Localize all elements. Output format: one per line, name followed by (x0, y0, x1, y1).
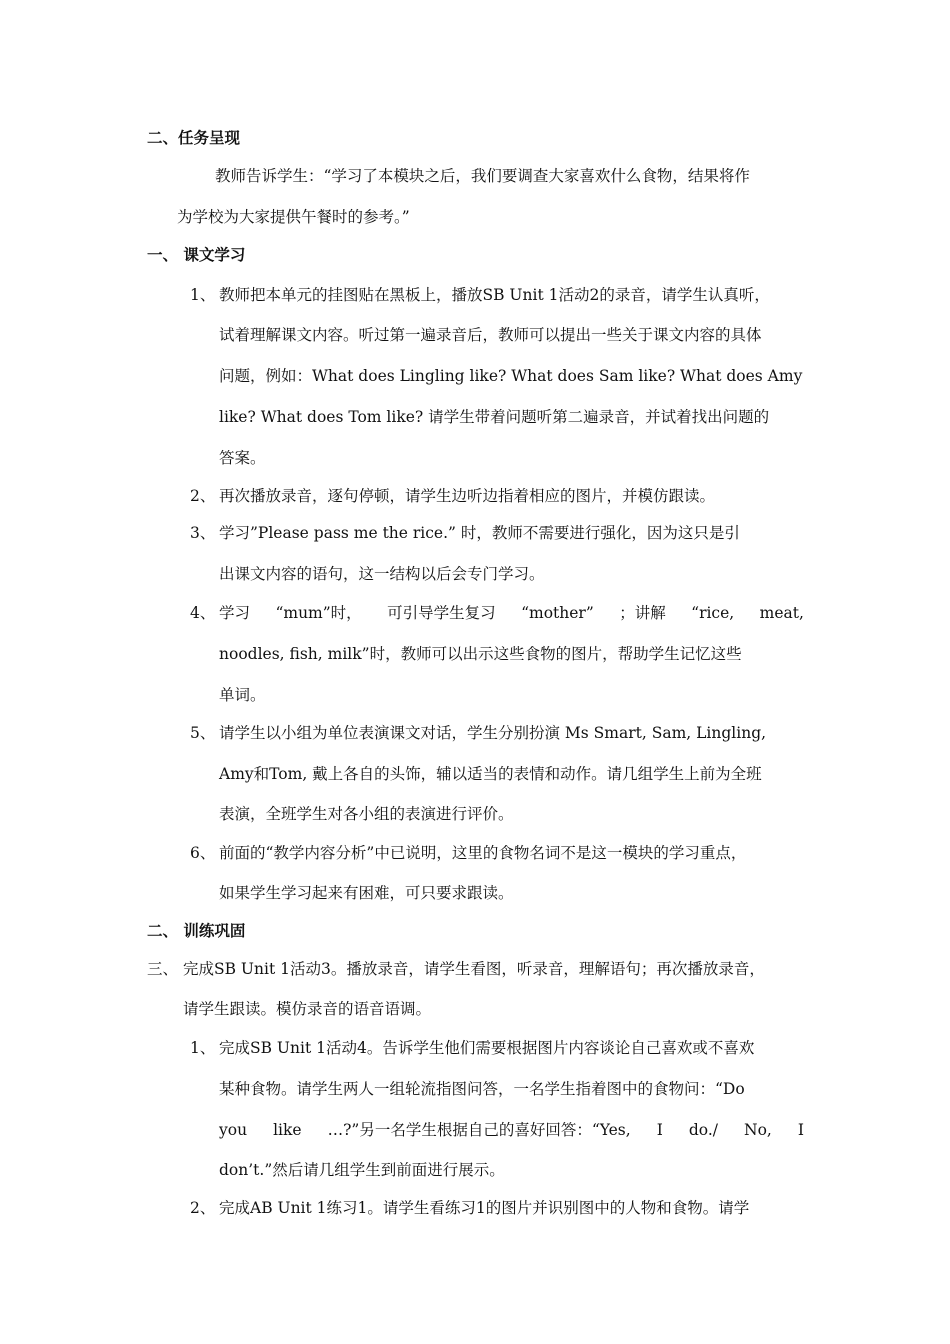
paragraph-line: 为学校为大家提供午餐时的参考。” (177, 208, 410, 226)
word: I (656, 1121, 663, 1139)
list-item-marker: 2、 (190, 1199, 216, 1217)
list-item-line: 表演，全班学生对各小组的表演进行评价。 (219, 805, 514, 823)
list-item-marker: 3、 (190, 524, 216, 542)
word: 可引导学生复习 (387, 604, 496, 622)
list-item-marker: 5、 (190, 724, 216, 742)
list-item-line: 某种食物。请学生两人一组轮流指图问答，一名学生指着图中的食物问：“Do (219, 1080, 745, 1098)
list-item-line: 再次播放录音，逐句停顿，请学生边听边指着相应的图片，并模仿跟读。 (219, 487, 716, 505)
word: 学习 (219, 604, 251, 622)
list-item-line: 试着理解课文内容。听过第一遍录音后，教师可以提出一些关于课文内容的具体 (219, 326, 762, 344)
list-item-line: 单词。 (219, 686, 266, 704)
list-item-line: 教师把本单元的挂图贴在黑板上，播放SB Unit 1活动2的录音，请学生认真听， (219, 286, 770, 304)
list-item-line: 答案。 (219, 449, 266, 467)
list-item-marker: 6、 (190, 844, 216, 862)
section-heading-lesson: 一、 课文学习 (147, 246, 246, 264)
word: like (273, 1121, 302, 1139)
word: …?”另一名学生根据自己的喜好回答：“Yes, (327, 1121, 631, 1139)
word: I (797, 1121, 804, 1139)
word: “rice, (691, 604, 735, 622)
list-item-line: 如果学生学习起来有困难，可只要求跟读。 (219, 884, 514, 902)
word: do./ (688, 1121, 718, 1139)
list-item-line-justified (219, 1119, 804, 1141)
list-item-line: 前面的“教学内容分析”中已说明，这里的食物名词不是这一模块的学习重点， (219, 844, 747, 862)
list-item-marker: 4、 (190, 604, 216, 622)
section-heading-practice: 二、 训练巩固 (147, 922, 246, 940)
section-heading-task: 二、任务呈现 (147, 129, 241, 147)
word: “mum”时， (275, 604, 362, 622)
list-item-line: 完成AB Unit 1练习1。请学生看练习1的图片并识别图中的人物和食物。请学 (219, 1199, 750, 1217)
word: meat, (759, 604, 804, 622)
list-item-line: don’t.”然后请几组学生到前面进行展示。 (219, 1161, 505, 1179)
list-item-marker: 1、 (190, 1039, 216, 1057)
list-item-line: 完成SB Unit 1活动4。告诉学生他们需要根据图片内容谈论自己喜欢或不喜欢 (219, 1039, 755, 1057)
list-item-line: 学习”Please pass me the rice.” 时，教师不需要进行强化，因为这只是引 (219, 524, 740, 542)
list-item-line: like? What does Tom like? 请学生带着问题听第二遍录音，并试着找出问题的 (219, 408, 770, 426)
list-item-line: 请学生以小组为单位表演课文对话，学生分别扮演 Ms Smart, Sam, Lingling, (219, 724, 767, 742)
list-item-marker: 三、 (147, 960, 179, 978)
word: “mother” (521, 604, 594, 622)
list-item-line: 问题，例如：What does Lingling like? What does Sam like? What does Amy (219, 367, 803, 385)
word: No, (744, 1121, 772, 1139)
list-item-marker: 2、 (190, 487, 216, 505)
list-item-line: noodles, fish, milk”时，教师可以出示这些食物的图片，帮助学生记忆这些 (219, 645, 742, 663)
paragraph-line: 教师告诉学生：“学习了本模块之后，我们要调查大家喜欢什么食物，结果将作 (215, 167, 750, 185)
list-item-line: Amy和Tom, 戴上各自的头饰，辅以适当的表情和动作。请几组学生上前为全班 (219, 765, 762, 783)
list-item-line: 完成SB Unit 1活动3。播放录音，请学生看图，听录音，理解语句；再次播放录音， (183, 960, 765, 978)
word: ；讲解 (619, 604, 666, 622)
list-item-line: 出课文内容的语句，这一结构以后会专门学习。 (219, 565, 545, 583)
word: you (219, 1121, 248, 1139)
list-item-line-justified (219, 602, 804, 624)
list-item-marker: 1、 (190, 286, 216, 304)
list-item-line: 请学生跟读。模仿录音的语音语调。 (183, 1000, 432, 1018)
